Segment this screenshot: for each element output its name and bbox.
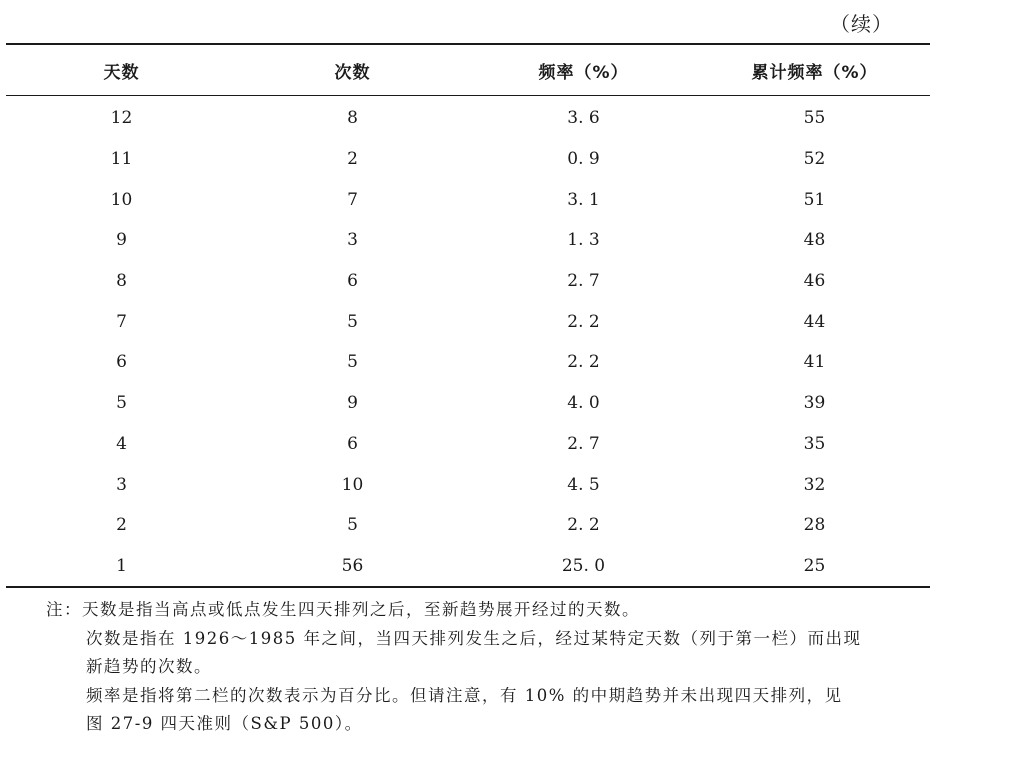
table-row: [6, 179, 930, 220]
note-line-3: 新趋势的次数。: [86, 657, 212, 676]
cell-cumulative: 35: [803, 433, 826, 454]
cell-cumulative: 52: [803, 149, 826, 170]
cell-days: 1: [6, 546, 237, 588]
cell-frequency: 2. 7: [567, 271, 600, 292]
cell-frequency: 4. 5: [567, 474, 600, 495]
table-header: [6, 44, 930, 96]
cell-cumulative: 32: [803, 474, 826, 495]
cell-days: 11: [110, 149, 133, 170]
cell-frequency: 2. 2: [567, 352, 600, 373]
note-line-2: 次数是指在 1926～1985 年之间，当四天排列发生之后，经过某特定天数（列于第一栏）而出现: [86, 628, 862, 648]
table-row: [6, 424, 930, 465]
cell-frequency: 2. 2: [567, 515, 600, 536]
cell-cumulative: 39: [803, 393, 826, 414]
cell-frequency: 3. 1: [567, 189, 600, 210]
cell-days: 3: [116, 474, 127, 495]
cell-days: 2: [116, 515, 127, 536]
continued-label: （续）: [830, 12, 893, 36]
cell-count: 5: [347, 515, 358, 536]
cell-cumulative: 46: [803, 271, 826, 292]
cell-days: 9: [116, 230, 127, 251]
cell-count: 5: [347, 352, 358, 373]
cell-frequency: 0. 9: [567, 149, 600, 170]
cell-days: 8: [116, 271, 127, 292]
table-row: [6, 220, 930, 261]
cell-days: 6: [116, 352, 127, 373]
cell-count: 2: [347, 149, 358, 170]
table-row: [6, 96, 930, 139]
table-row: [6, 505, 930, 546]
cell-frequency: 2. 2: [567, 311, 600, 332]
cell-days: 12: [110, 108, 133, 129]
data-table: [6, 43, 930, 588]
cell-cumulative: 44: [803, 311, 826, 332]
cell-count: 9: [347, 393, 358, 414]
note-line-4: 频率是指将第二栏的次数表示为百分比。但请注意，有 10% 的中期趋势并未出现四天排列，见: [86, 685, 843, 705]
cell-count: 56: [237, 546, 468, 588]
table-row: [6, 261, 930, 302]
cell-frequency: 4. 0: [567, 393, 600, 414]
cell-days: 10: [110, 189, 133, 210]
cell-count: 8: [347, 108, 358, 129]
cell-days: 4: [116, 433, 127, 454]
header-days: 天数: [6, 44, 237, 96]
cell-cumulative: 48: [803, 230, 826, 251]
table-row: [6, 546, 930, 588]
cell-cumulative: 55: [803, 108, 826, 129]
cell-cumulative: 28: [803, 515, 826, 536]
cell-frequency: 25. 0: [468, 546, 699, 588]
cell-count: 6: [347, 433, 358, 454]
cell-days: 7: [116, 311, 127, 332]
header-cumulative-frequency: 累计频率（%）: [699, 44, 930, 96]
table-body: [6, 96, 930, 588]
cell-count: 10: [341, 474, 364, 495]
cell-count: 3: [347, 230, 358, 251]
cell-frequency: 1. 3: [567, 230, 600, 251]
table-row: [6, 383, 930, 424]
cell-count: 5: [347, 311, 358, 332]
table-row: [6, 342, 930, 383]
note-line-1: 注：天数是指当高点或低点发生四天排列之后，至新趋势展开经过的天数。: [46, 600, 640, 619]
cell-cumulative: 41: [803, 352, 826, 373]
frequency-table: [6, 43, 930, 588]
header-row: [6, 44, 930, 96]
header-frequency: 频率（%）: [468, 44, 699, 96]
table-row: [6, 301, 930, 342]
cell-frequency: 3. 6: [567, 108, 600, 129]
table-notes: [46, 596, 936, 739]
table-row: [6, 139, 930, 180]
cell-frequency: 2. 7: [567, 433, 600, 454]
note-line-5: 图 27-9 四天准则（S&P 500）。: [86, 714, 363, 733]
cell-count: 6: [347, 271, 358, 292]
header-count: 次数: [237, 44, 468, 96]
cell-cumulative: 51: [803, 189, 826, 210]
cell-count: 7: [347, 189, 358, 210]
cell-days: 5: [116, 393, 127, 414]
table-row: [6, 464, 930, 505]
cell-cumulative: 25: [699, 546, 930, 588]
